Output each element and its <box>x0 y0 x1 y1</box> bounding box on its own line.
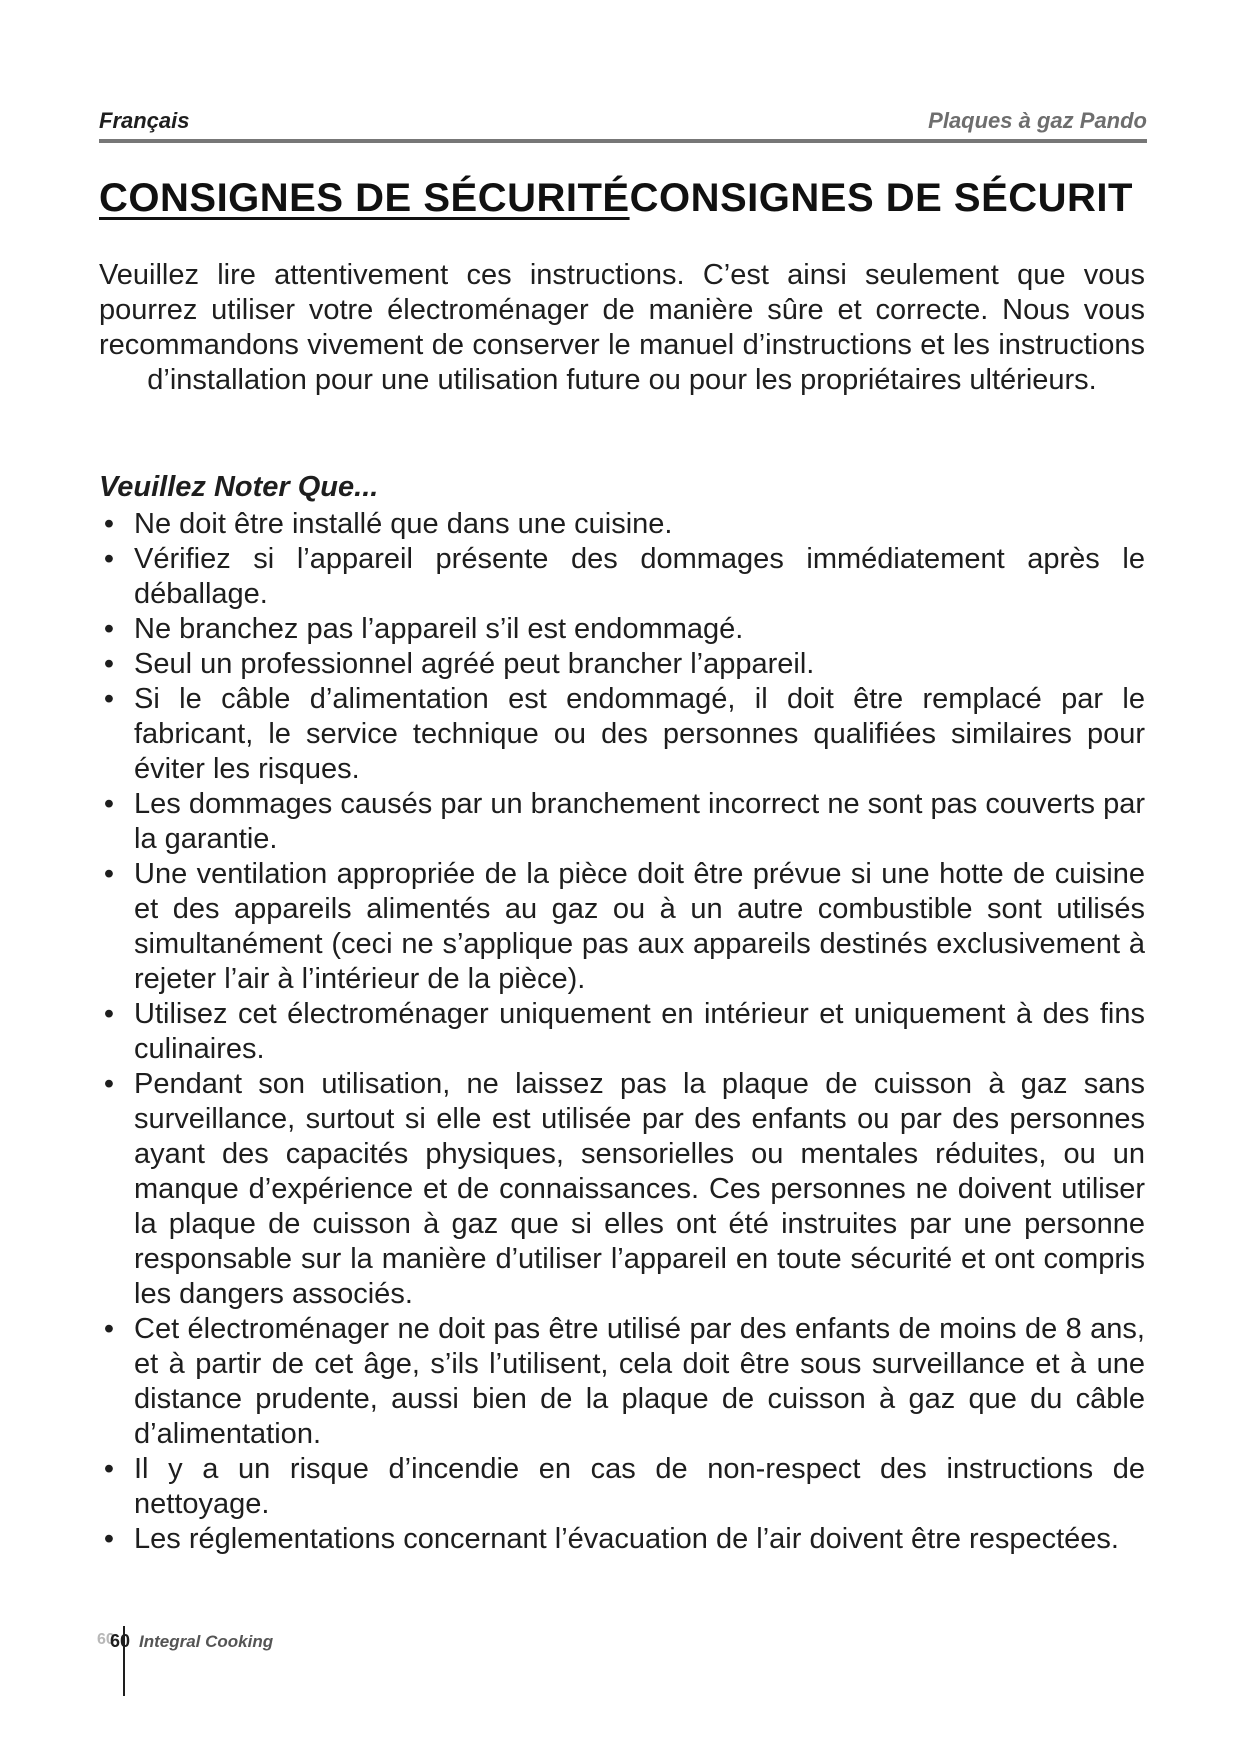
list-item <box>99 997 1145 1067</box>
bullet-icon: • <box>103 1313 115 1345</box>
list-item-text: Si le câble d’alimentation est endommagé, il doit être remplacé par le fabricant, le service technique ou des personnes qualifiées similaires pour éviter les risques. <box>134 683 1145 785</box>
page-title-main: CONSIGNES DE SÉCURITÉ <box>99 176 630 220</box>
list-item-text: Les dommages causés par un branchement incorrect ne sont pas couverts par la garantie. <box>134 788 1145 855</box>
list-item-text: Vérifiez si l’appareil présente des dommages immédiatement après le déballage. <box>134 543 1145 610</box>
list-item <box>99 787 1145 857</box>
list-item <box>99 647 1145 682</box>
list-item <box>99 1522 1145 1557</box>
header-language: Français <box>99 108 190 133</box>
bullet-icon: • <box>103 788 115 820</box>
list-item-text: Cet électroménager ne doit pas être utilisé par des enfants de moins de 8 ans, et à partir de cet âge, s’ils l’utilisent, cela doit être sous surveillance et à une distance prudente, aussi bien de la plaque de cuisson à gaz que du câble d’alimentation. <box>134 1313 1145 1450</box>
bullet-icon: • <box>103 858 115 890</box>
bullet-icon: • <box>103 1453 115 1485</box>
bullet-icon: • <box>103 683 115 715</box>
list-item <box>99 1452 1145 1522</box>
list-item-text: Pendant son utilisation, ne laissez pas la plaque de cuisson à gaz sans surveillance, surtout si elle est utilisée par des enfants ou par des personnes ayant des capacités physiques, sensorielles ou mentales réduites, ou un manque d’expérience et de connaissances. Ces personnes ne doivent utiliser la plaque de cuisson à gaz que si elles ont été instruites par une personne responsable sur la manière d’utiliser l’appareil en toute sécurité et ont compris les dangers associés. <box>134 1068 1145 1310</box>
note-heading: Veuillez Noter Que... <box>99 471 379 503</box>
list-item-text: Ne branchez pas l’appareil s’il est endommagé. <box>134 613 744 645</box>
bullet-icon: • <box>103 508 115 540</box>
list-item <box>99 507 1145 542</box>
list-item-text: Ne doit être installé que dans une cuisine. <box>134 508 673 540</box>
bullet-icon: • <box>103 1068 115 1100</box>
footer-brand: Integral Cooking <box>139 1632 274 1651</box>
safety-list <box>99 507 1145 1557</box>
list-item <box>99 1312 1145 1452</box>
header-divider <box>99 139 1147 143</box>
list-item <box>99 612 1145 647</box>
bullet-icon: • <box>103 1523 115 1555</box>
list-item-text: Il y a un risque d’incendie en cas de non-respect des instructions de nettoyage. <box>134 1453 1145 1520</box>
page-number: 60 <box>110 1631 131 1651</box>
list-item-text: Les réglementations concernant l’évacuation de l’air doivent être respectées. <box>134 1523 1119 1555</box>
bullet-icon: • <box>103 648 115 680</box>
bullet-icon: • <box>103 998 115 1030</box>
page-title-overflow: CONSIGNES DE SÉCURIT <box>629 176 1133 220</box>
list-item <box>99 542 1145 612</box>
list-item <box>99 682 1145 787</box>
bullet-icon: • <box>103 543 115 575</box>
page-number-ghost: 60 <box>97 1631 115 1648</box>
list-item <box>99 1067 1145 1312</box>
header-product-title: Plaques à gaz Pando <box>928 108 1147 133</box>
page-title <box>99 176 1133 221</box>
list-item-text: Une ventilation appropriée de la pièce doit être prévue si une hotte de cuisine et des appareils alimentés au gaz ou à un autre combustible sont utilisés simultanément (ceci ne s’applique pas aux appareils destinés exclusivement à rejeter l’air à l’intérieur de la pièce). <box>134 858 1145 995</box>
intro-paragraph: Veuillez lire attentivement ces instructions. C’est ainsi seulement que vous pourrez utiliser votre électroménager de manière sûre et correcte. Nous vous recommandons vivement de conserver le manuel d’instructions et les instructions d’installation pour une utilisation future ou pour les propriétaires ultérieurs. <box>99 259 1145 396</box>
list-item-text: Seul un professionnel agréé peut brancher l’appareil. <box>134 648 815 680</box>
list-item <box>99 857 1145 997</box>
bullet-icon: • <box>103 613 115 645</box>
list-item-text: Utilisez cet électroménager uniquement en intérieur et uniquement à des fins culinaires. <box>134 998 1145 1065</box>
